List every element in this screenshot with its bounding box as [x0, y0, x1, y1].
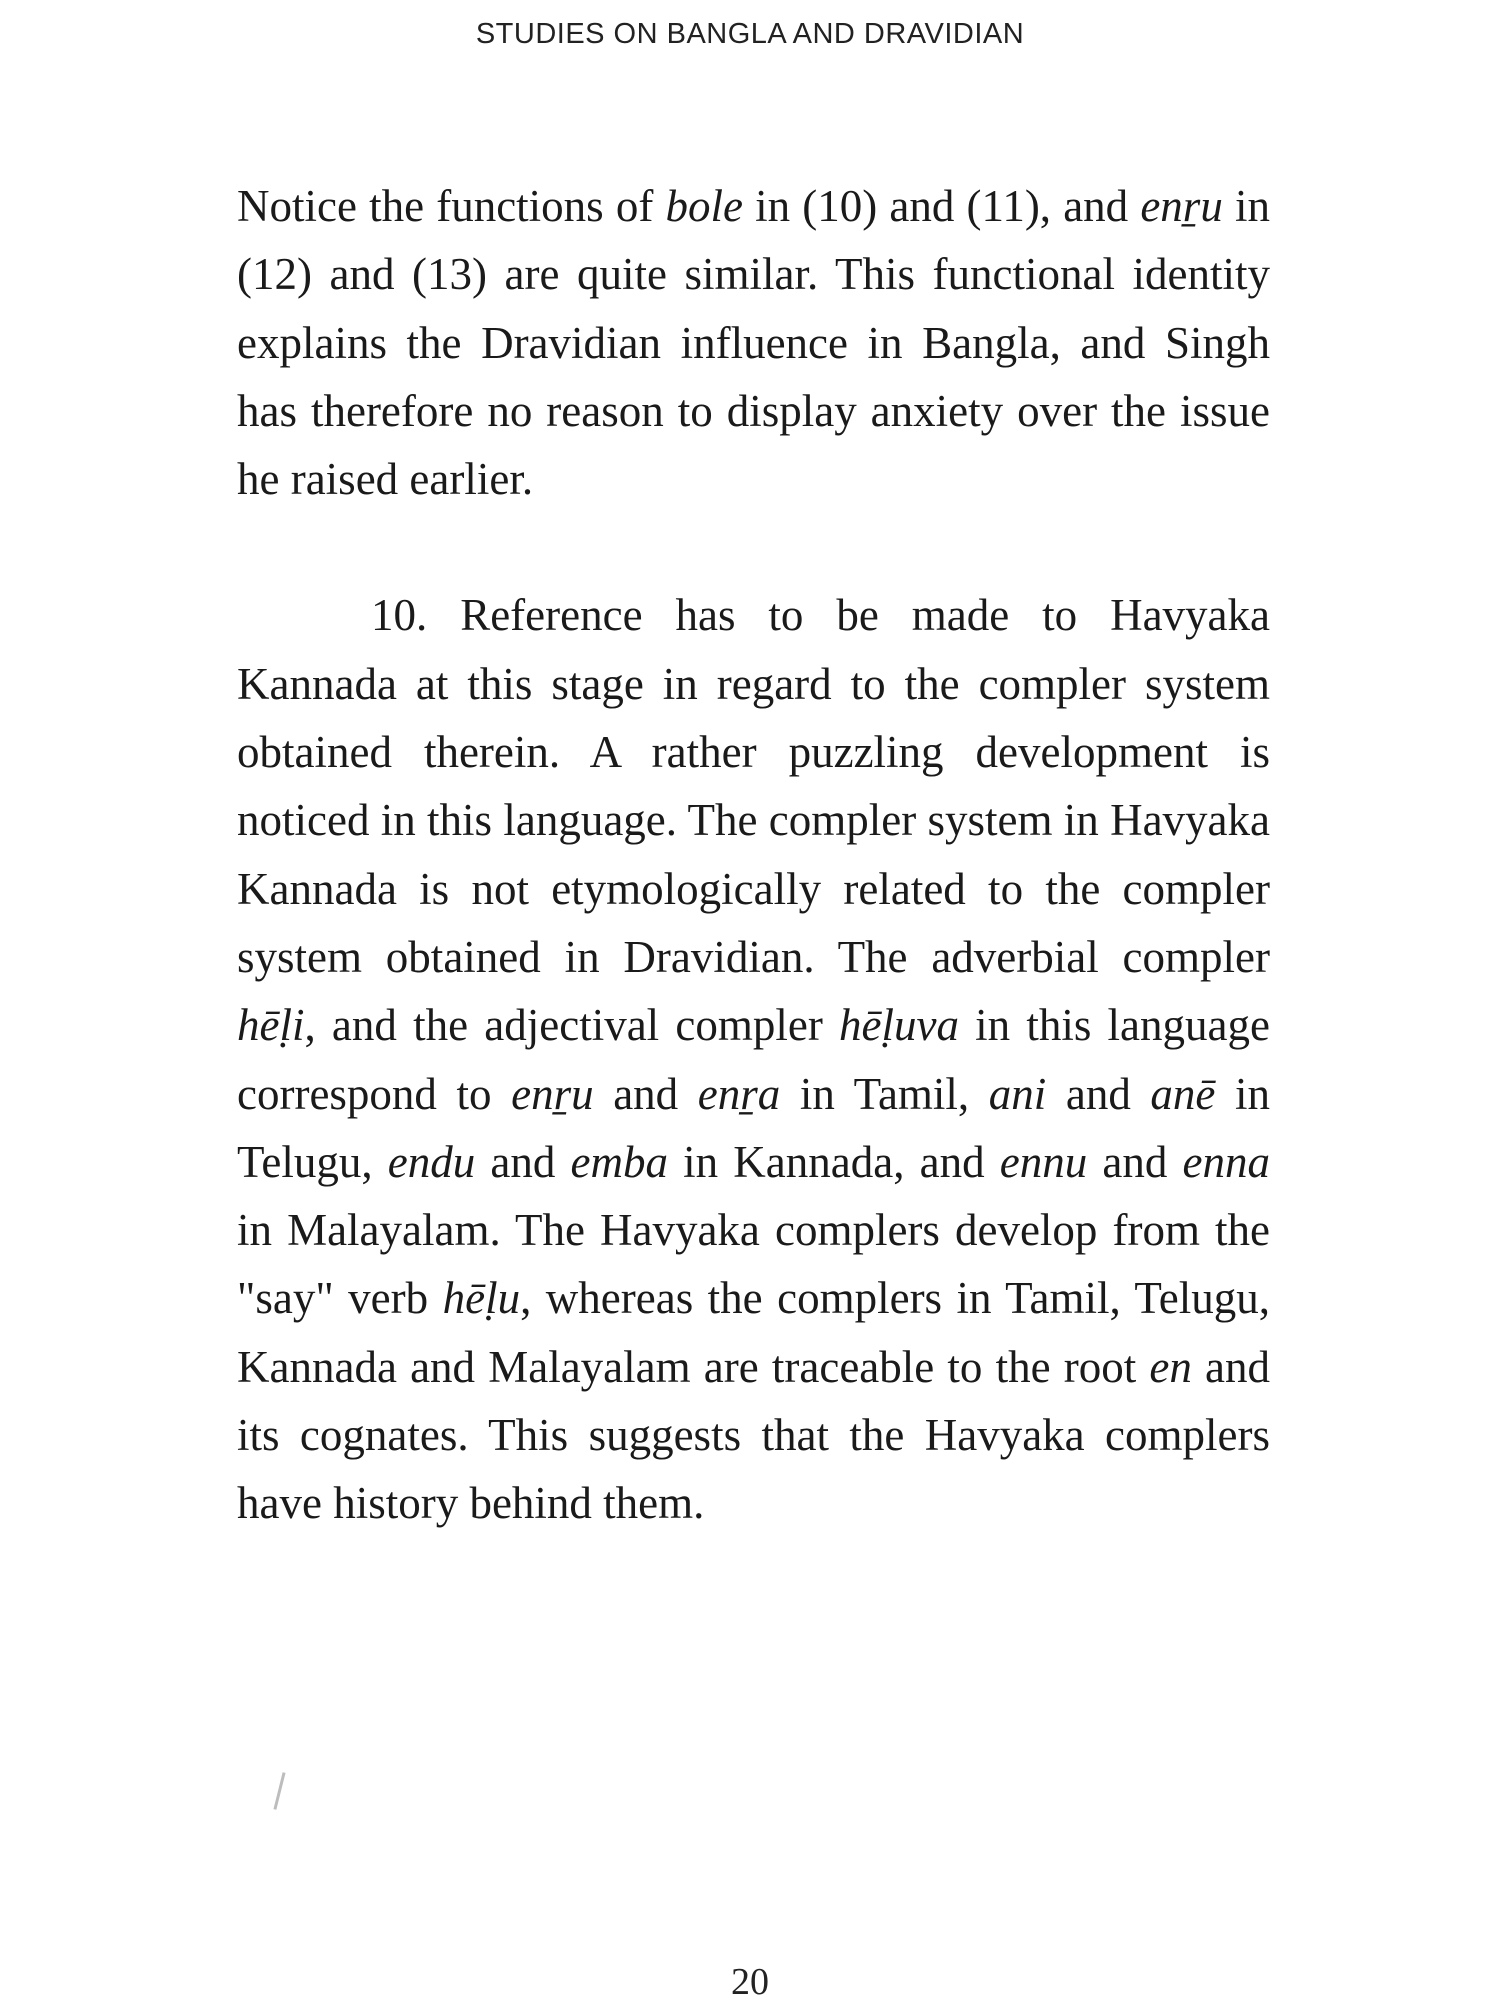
paragraph-2 [237, 581, 1270, 1537]
italic-term: en [1149, 1341, 1192, 1392]
page-number: 20 [731, 1961, 769, 2003]
italic-term: endu [387, 1136, 476, 1187]
text-run: in (12) and (13) are quite similar. This functional identity explains the Dravidian influence in Bangla, and Singh has therefore no reason to display anxiety over the issue he raised earlier. [237, 181, 1270, 505]
text-run: 10. Reference has to be made to Havyaka Kannada at this stage in regard to the compler system obtained therein. A rather puzzling development is noticed in this language. The compler system in Havyaka Kannada is not etymologically related to the compler system obtained in Dravidian. The adverbial compler [237, 590, 1270, 982]
text-run: in Tamil, [780, 1068, 989, 1119]
text-run: in Kannada, and [667, 1136, 1000, 1187]
text-run: and its cognates. This suggests that the Havyaka complers have history behind them. [237, 1341, 1270, 1529]
text-run: and [1046, 1068, 1151, 1119]
running-head: STUDIES ON BANGLA AND DRAVIDIAN [475, 18, 1025, 50]
italic-term: hēḷi [237, 1000, 305, 1051]
text-run: , whereas the complers in Tamil, Telugu, Kannada and Malayalam are traceable to the root [237, 1273, 1270, 1392]
italic-term: enna [1182, 1136, 1270, 1187]
paragraph-1 [237, 172, 1270, 513]
italic-term: enṟa [697, 1068, 781, 1119]
italic-term: anē [1150, 1068, 1216, 1119]
text-run: in this language correspond to [237, 1000, 1270, 1119]
text-run: and [593, 1068, 698, 1119]
text-run: in Malayalam. The Havyaka complers develop from the "say" verb [237, 1205, 1270, 1324]
italic-term: enṟu [511, 1068, 594, 1119]
italic-term: emba [570, 1136, 668, 1187]
body-text [237, 172, 1270, 1538]
text-run: and [475, 1136, 571, 1187]
text-run: in (10) and (11), and [742, 181, 1141, 231]
italic-term: hēḷuva [839, 1000, 959, 1051]
stray-pencil-mark [273, 1772, 285, 1810]
italic-term: hēḷu [442, 1273, 521, 1324]
italic-term: enṟu [1140, 181, 1223, 231]
italic-term: ani [988, 1068, 1047, 1119]
text-run: Notice the functions of [237, 181, 666, 231]
text-run: , and the adjectival compler [304, 1000, 839, 1051]
italic-term: ennu [999, 1136, 1088, 1187]
text-run: and [1087, 1136, 1183, 1187]
italic-term: bole [665, 181, 743, 231]
text-run: in Telugu, [237, 1068, 1270, 1187]
